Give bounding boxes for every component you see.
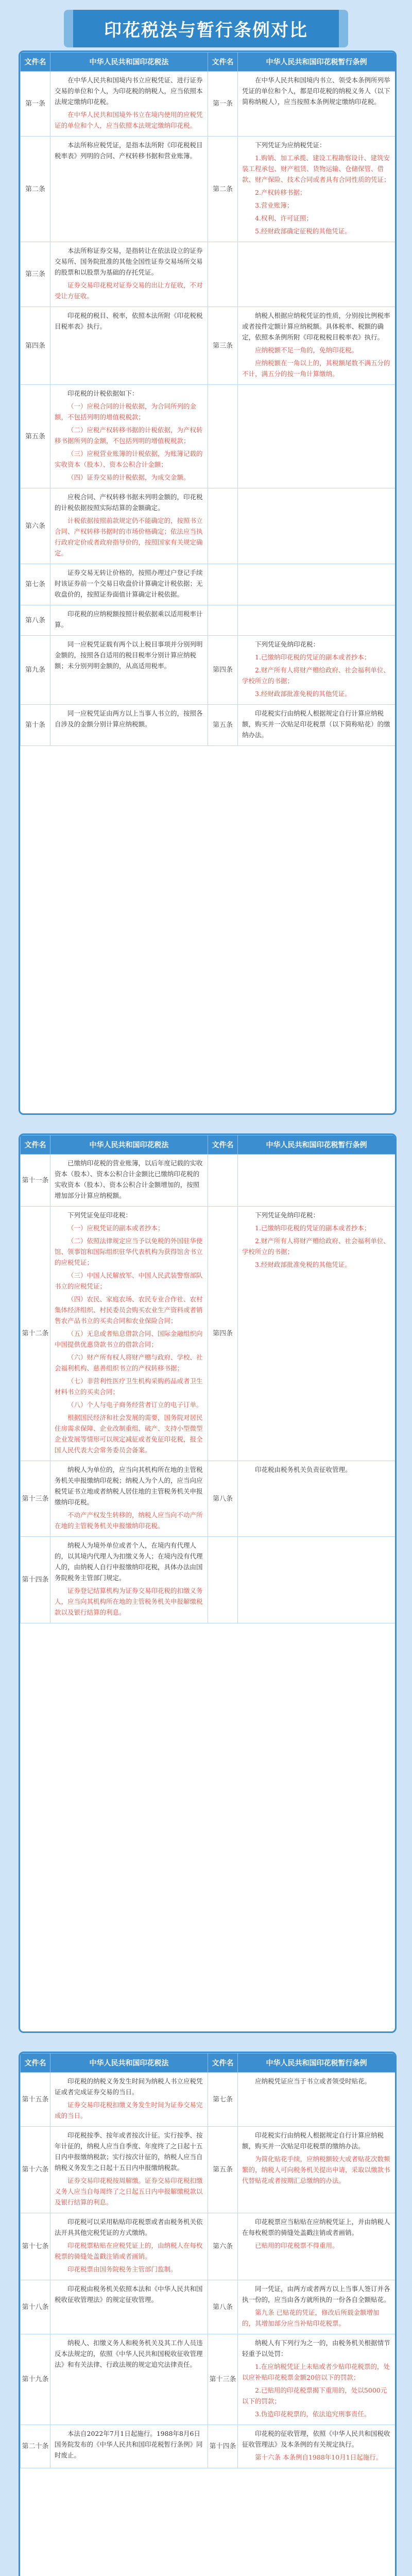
law-text [50, 72, 208, 137]
regulation-text [238, 2213, 396, 2280]
law-paragraph: （一）应税凭证的副本或者抄本； [67, 1224, 164, 1232]
table-row [21, 72, 396, 137]
law-paragraph: 在中华人民共和国境内书立应税凭证、进行证券交易的单位和个人，为印花税的纳税人，应当依照本法规定缴纳印花税。 [55, 76, 203, 106]
law-paragraph: 印花税的税目、税率，依照本法所附《印花税税目税率表》执行。 [55, 312, 203, 330]
law-paragraph: 下列凭证免征印花税： [67, 1211, 132, 1219]
law-paragraph: 印花税票粘贴在应税凭证上的，由纳税人在每枚税票的骑缝处盖戳注销或者画销。 [55, 2242, 203, 2260]
law-text [50, 2127, 208, 2213]
regulation-article-number: 第四条 [208, 1207, 238, 1461]
regulation-paragraph: 下列凭证免纳印花税： [255, 640, 320, 648]
regulation-paragraph: 3.伪造印花税票的，依法追究刑事责任。 [255, 2410, 371, 2418]
law-text [50, 137, 208, 242]
law-paragraph: 证券交易印花税扣缴义务发生时间为证券交易完成的当日。 [55, 2101, 203, 2120]
law-paragraph: （三）应税营业账簿的计税依据，为账簿记载的实收资本（股本）、资本公积合计金额； [55, 450, 203, 468]
regulation-article-number [208, 488, 238, 564]
law-article-number: 第三条 [21, 242, 50, 307]
regulation-paragraph: 下列凭证为应纳税凭证： [255, 141, 326, 149]
law-text [50, 385, 208, 488]
law-article-number: 第十三条 [21, 1461, 50, 1537]
law-text [50, 705, 208, 746]
law-paragraph: （七）非营利性医疗卫生机构采购药品或者卫生材料书立的买卖合同； [55, 1377, 203, 1396]
regulation-paragraph: 第九条 已贴花的凭证，修改后所载金额增加的，其增加部分应当补贴印花税票。 [242, 2309, 380, 2327]
regulation-article-number: 第八条 [208, 1461, 238, 1537]
law-paragraph: （四）证券交易的计税依据，为成交金额。 [67, 473, 190, 481]
law-article-number: 第十四条 [21, 1537, 50, 1623]
law-paragraph: （六）财产所有权人将财产赠与政府、学校、社会福利机构、慈善组织书立的产权转移书据； [55, 1353, 203, 1372]
law-text [50, 2280, 208, 2334]
comparison-table-part-3 [19, 2052, 397, 2576]
law-article-number: 第十一条 [21, 1155, 50, 1207]
table-row [21, 2280, 396, 2334]
regulation-paragraph: 3.经财政部批准免税的其他凭证。 [255, 690, 351, 698]
table-row [21, 2425, 396, 2468]
table-row [21, 1461, 396, 1537]
table-row [21, 242, 396, 307]
table-row [21, 605, 396, 636]
regulation-paragraph: 应纳税额在一角以上的，其税额尾数不满五分的不计，满五分的按一角计算缴纳。 [242, 359, 390, 378]
regulation-text [238, 1207, 396, 1461]
table-row [21, 385, 396, 488]
header-regulation: 中华人民共和国印花税暂行条例 [238, 2054, 396, 2073]
table-row [21, 1537, 396, 1623]
regulation-text [238, 564, 396, 605]
header-law: 中华人民共和国印花税法 [50, 53, 208, 72]
law-paragraph: 印花税由税务机关依照本法和《中华人民共和国税收征收管理法》的规定征收管理。 [55, 2285, 203, 2303]
law-text [50, 2425, 208, 2468]
regulation-text [238, 2334, 396, 2425]
table-row [21, 636, 396, 705]
regulation-paragraph: 3.营业账簿； [255, 201, 294, 209]
title-banner [21, 9, 391, 47]
regulation-paragraph: 下列凭证免纳印花税： [255, 1211, 320, 1219]
comparison-table-part-1 [19, 50, 397, 1115]
law-article-number: 第十七条 [21, 2213, 50, 2280]
regulation-text [238, 488, 396, 564]
regulation-paragraph: 为简化贴花手续，应纳税额较大或者贴花次数频繁的，纳税人可向税务机关提出申请，采取以缴款书代替贴花或者按期汇总缴纳的办法。 [242, 2155, 390, 2184]
header-article: 文件名 [21, 2054, 50, 2073]
law-text [50, 2334, 208, 2425]
regulation-article-number: 第四条 [208, 636, 238, 705]
law-article-number: 第二条 [21, 137, 50, 242]
law-text [50, 636, 208, 705]
regulation-text [238, 2127, 396, 2213]
regulation-paragraph: 同一凭证，由两方或者两方以上当事人签订并各执一份的，应当由各方就所执的一份各自全额贴花。 [242, 2285, 390, 2303]
table-row [21, 2127, 396, 2213]
regulation-article-number: 第五条 [208, 705, 238, 746]
regulation-paragraph: 印花税实行由纳税人根据规定自行计算应纳税额，购买并一次贴足印花税票（以下简称贴花）的缴纳办法。 [242, 709, 390, 739]
law-paragraph: 印花税按季、按年或者按次计征。实行按季、按年计征的，纳税人应当自季度、年度终了之日起十五日内申报缴纳税款；实行按次计征的，纳税人应当自纳税义务发生之日起十五日内申报缴纳税款。 [55, 2131, 203, 2172]
table-row [21, 1207, 396, 1461]
regulation-text [238, 2073, 396, 2127]
regulation-paragraph: 印花税由税务机关负责征收管理。 [255, 1466, 352, 1473]
law-paragraph: 在中华人民共和国境外书立在境内使用的应税凭证的单位和个人，应当依照本法规定缴纳印花税。 [55, 111, 203, 129]
regulation-paragraph: 纳税人根据应纳税凭证的性质，分别按比例税率或者按件定额计算应纳税额。具体税率、税额的确定，依照本条例所附《印花税税目税率表》执行。 [242, 312, 390, 341]
regulation-paragraph: 印花税的征收管理，依照《中华人民共和国税收征收管理法》及本条例的有关规定执行。 [242, 2430, 390, 2448]
table-row [21, 488, 396, 564]
law-paragraph: 印花税票由国务院税务主管部门监制。 [67, 2265, 177, 2273]
law-paragraph: 证券交易印花税按周解缴。证券交易印花税扣缴义务人应当自每周终了之日起五日内申报解缴税款以及银行结算的利息。 [55, 2177, 203, 2206]
law-paragraph: 同一应税凭证载有两个以上税目事项并分别列明金额的，按照各自适用的税目税率分别计算应纳税额；未分别列明金额的，从高适用税率。 [55, 640, 203, 670]
law-article-number: 第十九条 [21, 2334, 50, 2425]
regulation-article-number [208, 242, 238, 307]
comparison-table-part-2 [19, 1133, 397, 2033]
regulation-text [238, 385, 396, 488]
law-text [50, 488, 208, 564]
regulation-paragraph: 2.财产所有人将财产赠给政府、社会福利单位、学校所立的书据； [242, 666, 390, 685]
regulation-paragraph: 纳税人有下列行为之一的，由税务机关根据情节轻重予以处罚： [242, 2339, 390, 2358]
law-text [50, 2073, 208, 2127]
regulation-article-number [208, 385, 238, 488]
law-text [50, 242, 208, 307]
law-text [50, 1207, 208, 1461]
regulation-paragraph: 4.权利、许可证照； [255, 214, 313, 222]
law-text [50, 1461, 208, 1537]
header-article-2: 文件名 [208, 1136, 238, 1155]
regulation-paragraph: 5.经财政部确定征税的其他凭证。 [255, 227, 351, 235]
law-paragraph: （一）应税合同的计税依据，为合同所列的金额，不包括列明的增值税税款； [55, 402, 197, 421]
law-article-number: 第十五条 [21, 2073, 50, 2127]
law-article-number: 第十二条 [21, 1207, 50, 1461]
law-text [50, 1155, 208, 1207]
law-article-number: 第九条 [21, 636, 50, 705]
law-paragraph: 纳税人、扣缴义务人和税务机关及其工作人员违反本法规定的，依照《中华人民共和国税收征收管理法》和有关法律、行政法规的规定追究法律责任。 [55, 2339, 203, 2368]
regulation-article-number [208, 605, 238, 636]
law-paragraph: （二）依照法律规定应当予以免税的外国驻华使馆、领事馆和国际组织驻华代表机构为获得馆舍书立的应税凭证； [55, 1237, 203, 1266]
regulation-article-number: 第七条 [208, 2073, 238, 2127]
regulation-paragraph: 2.已贴用的印花税票揭下重用的，处以5000元以下的罚款； [242, 2386, 387, 2405]
regulation-paragraph: 应纳税额不足一角的，免纳印花税。 [255, 346, 358, 354]
law-article-number: 第四条 [21, 307, 50, 385]
law-paragraph: 证券登记结算机构为证券交易印花税的扣缴义务人，应当向其机构所在地的主管税务机关申报解缴税款以及银行结算的利息。 [55, 1587, 203, 1616]
law-article-number: 第十六条 [21, 2127, 50, 2213]
law-article-number: 第五条 [21, 385, 50, 488]
regulation-article-number [208, 1155, 238, 1207]
law-paragraph: 本法所称证券交易，是指转让在依法设立的证券交易所、国务院批准的其他全国性证券交易场所交易的股票和以股票为基础的存托凭证。 [55, 247, 203, 276]
header-regulation: 中华人民共和国印花税暂行条例 [238, 53, 396, 72]
law-paragraph: 印花税可以采用粘贴印花税票或者由税务机关依法开具其他完税凭证的方式缴纳。 [55, 2218, 203, 2236]
regulation-paragraph: 应纳税凭证应当于书立或者领受时贴花。 [255, 2077, 371, 2085]
law-article-number: 第十条 [21, 705, 50, 746]
table-row [21, 564, 396, 605]
header-law: 中华人民共和国印花税法 [50, 2054, 208, 2073]
regulation-text [238, 636, 396, 705]
table-row [21, 307, 396, 385]
regulation-text [238, 307, 396, 385]
regulation-text [238, 1461, 396, 1537]
regulation-article-number: 第二条 [208, 137, 238, 242]
page-title: 印花税法与暂行条例对比 [64, 10, 348, 47]
table-row [21, 2213, 396, 2280]
law-paragraph: 纳税人为单位的，应当向其机构所在地的主管税务机关申报缴纳印花税；纳税人为个人的，应当向应税凭证书立地或者纳税人居住地的主管税务机关申报缴纳印花税。 [55, 1466, 203, 1506]
table-row [21, 1155, 396, 1207]
regulation-text [238, 242, 396, 307]
law-paragraph: 本法所称应税凭证，是指本法所附《印花税税目税率表》列明的合同、产权转移书据和营业账簿。 [55, 141, 203, 160]
regulation-article-number: 第八条 [208, 2280, 238, 2334]
law-paragraph: 同一应税凭证由两方以上当事人书立的，按照各自涉及的金额分别计算应纳税额。 [55, 709, 203, 728]
regulation-paragraph: 3.经财政部批准免税的其他凭证。 [255, 1261, 351, 1268]
regulation-paragraph: 2.财产所有人将财产赠给政府、社会福利单位、学校所立的书据； [242, 1237, 390, 1256]
table-row [21, 2073, 396, 2127]
law-paragraph: 纳税人为境外单位或者个人，在境内有代理人的，以其境内代理人为扣缴义务人；在境内没有代理人的，由纳税人自行申报缴纳印花税，具体办法由国务院税务主管部门规定。 [55, 1541, 203, 1582]
law-paragraph: 证券交易印花税对证券交易的出让方征收，不对受让方征收。 [55, 281, 203, 300]
law-text [50, 2213, 208, 2280]
regulation-text [238, 1155, 396, 1207]
regulation-paragraph: 在中华人民共和国境内书立、领受本条例所列举凭证的单位和个人，都是印花税的纳税义务人（以下简称纳税人），应当按照本条例规定缴纳印花税。 [242, 76, 390, 106]
regulation-text [238, 1537, 396, 1623]
regulation-text [238, 137, 396, 242]
law-text [50, 307, 208, 385]
regulation-article-number: 第三条 [208, 307, 238, 385]
regulation-article-number [208, 564, 238, 605]
regulation-article-number: 第六条 [208, 2213, 238, 2280]
regulation-paragraph: 2.产权转移书据； [255, 189, 306, 196]
law-paragraph: 已缴纳印花税的营业账簿，以后年度记载的实收资本（股本）、资本公积合计金额比已缴纳印花税的实收资本（股本）、资本公积合计金额增加的，按照增加部分计算应纳税额。 [55, 1159, 203, 1199]
regulation-article-number: 第五条 [208, 2127, 238, 2213]
header-regulation: 中华人民共和国印花税暂行条例 [238, 1136, 396, 1155]
law-paragraph: 印花税的纳税义务发生时间为纳税人书立应税凭证或者完成证券交易的当日。 [55, 2077, 203, 2096]
regulation-article-number: 第十四条 [208, 2425, 238, 2468]
law-paragraph: 印花税的应纳税额按照计税依据乘以适用税率计算。 [55, 610, 203, 629]
regulation-text [238, 72, 396, 137]
header-article: 文件名 [21, 1136, 50, 1155]
regulation-article-number: 第一条 [208, 72, 238, 137]
law-paragraph: 应税合同、产权转移书据未列明金额的，印花税的计税依据按照实际结算的金额确定。 [55, 493, 203, 512]
regulation-paragraph: 1.购销、加工承揽、建设工程勘察设计、建筑安装工程承包、财产租赁、货物运输、仓储保管、借款、财产保险、技术合同或者具有合同性质的凭证； [242, 154, 390, 183]
regulation-article-number: 第十三条 [208, 2334, 238, 2425]
law-paragraph: （三）中国人民解放军、中国人民武装警察部队书立的应税凭证； [55, 1272, 203, 1290]
law-paragraph: 根据国民经济和社会发展的需要，国务院对居民住房需求保障、企业改制重组、破产、支持小型微型企业发展等情形可以规定减征或者免征印花税，报全国人民代表大会常务委员会备案。 [55, 1414, 203, 1454]
table-row [21, 2334, 396, 2425]
law-article-number: 第十八条 [21, 2280, 50, 2334]
law-paragraph: 本法自2022年7月1日起施行。1988年8月6日国务院发布的《中华人民共和国印花税暂行条例》同时废止。 [55, 2430, 203, 2459]
regulation-text [238, 2425, 396, 2468]
table-row [21, 705, 396, 746]
header-law: 中华人民共和国印花税法 [50, 1136, 208, 1155]
law-paragraph: 计税依据按照前款规定仍不能确定的，按照书立合同、产权转移书据时的市场价格确定；依法应当执行政府定价或者政府指导价的，按照国家有关规定确定。 [55, 517, 203, 557]
law-article-number: 第六条 [21, 488, 50, 564]
regulation-article-number [208, 1537, 238, 1623]
header-article-2: 文件名 [208, 53, 238, 72]
law-article-number: 第一条 [21, 72, 50, 137]
law-paragraph: 印花税的计税依据如下： [67, 389, 139, 397]
table-row [21, 137, 396, 242]
law-article-number: 第七条 [21, 564, 50, 605]
law-text [50, 564, 208, 605]
regulation-paragraph: 1.已缴纳印花税的凭证的副本或者抄本； [255, 653, 371, 661]
law-paragraph: （五）无息或者贴息借款合同、国际金融组织向中国提供优惠贷款书立的借款合同； [55, 1330, 203, 1348]
law-paragraph: （八）个人与电子商务经营者订立的电子订单。 [67, 1401, 203, 1409]
header-article-2: 文件名 [208, 2054, 238, 2073]
law-article-number: 第二十条 [21, 2425, 50, 2468]
regulation-paragraph: 1.在应纳税凭证上未贴或者少贴印花税票的，处以应补贴印花税票金额20倍以下的罚款； [242, 2363, 390, 2381]
regulation-paragraph: 印花税票应当粘贴在应纳税凭证上，并由纳税人在每枚税票的骑缝处盖戳注销或者画销。 [242, 2218, 390, 2236]
regulation-paragraph: 1.已缴纳印花税的凭证的副本或者抄本； [255, 1224, 371, 1232]
law-article-number: 第八条 [21, 605, 50, 636]
law-text [50, 605, 208, 636]
law-paragraph: （四）农民、家庭农场、农民专业合作社、农村集体经济组织、村民委员会购买农业生产资料或者销售农产品书立的买卖合同和农业保险合同； [55, 1295, 203, 1325]
law-paragraph: （二）应税产权转移书据的计税依据，为产权转移书据所列的金额，不包括列明的增值税税款； [55, 426, 203, 445]
regulation-text [238, 705, 396, 746]
regulation-paragraph: 印花税实行由纳税人根据规定自行计算应纳税额，购买并一次贴足印花税票的缴纳办法。 [242, 2131, 384, 2150]
regulation-paragraph: 第十六条 本条例自1988年10月1日起施行。 [255, 2453, 383, 2461]
law-paragraph: 证券交易无转让价格的，按照办理过户登记手续时该证券前一个交易日收盘价计算确定计税依据；无收盘价的，按照证券面值计算确定计税依据。 [55, 569, 203, 598]
law-paragraph: 不动产产权发生转移的，纳税人应当向不动产所在地的主管税务机关申报缴纳印花税。 [55, 1511, 203, 1530]
regulation-text [238, 605, 396, 636]
regulation-paragraph: 已贴用的印花税票不得重用。 [255, 2242, 339, 2249]
header-article: 文件名 [21, 53, 50, 72]
law-text [50, 1537, 208, 1623]
regulation-text [238, 2280, 396, 2334]
